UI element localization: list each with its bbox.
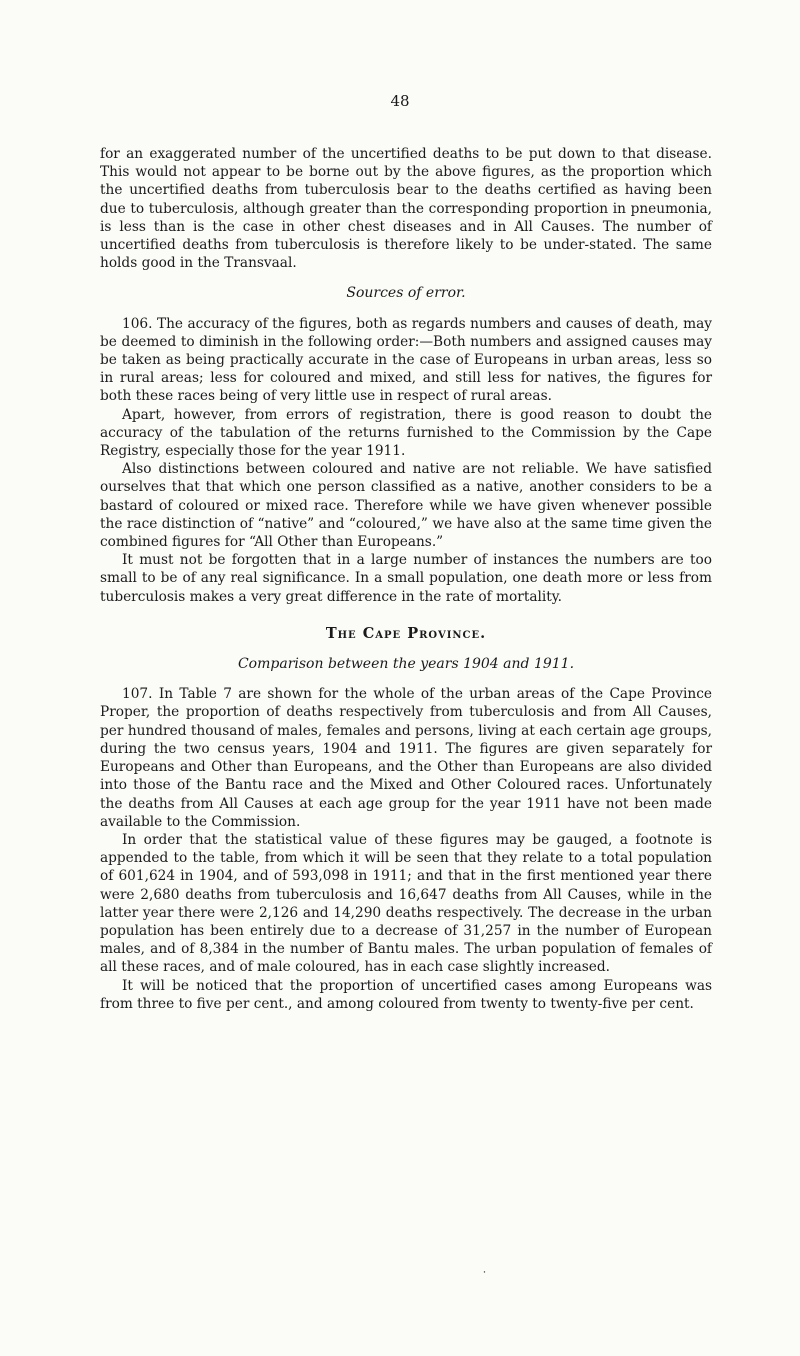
paragraph-continuation: for an exaggerated number of the uncertified deaths to be put down to that disease. This would not appear to be borne out by the above figures, as the proportion which the uncertified deaths from tuberculosis bear to the deaths certified as having been due to tuberculosis, although greater than the corresponding proportion in pneumonia, is less than is the case in other chest diseases and in All Causes. The number of uncertified deaths from tuberculosis is therefore likely to be under-stated. The same holds good in the Transvaal.: [100, 146, 712, 272]
section-heading-cape-province: The Cape Province.: [325, 624, 487, 642]
paragraph-apart: Apart, however, from errors of registration, there is good reason to doubt the accuracy of the tabulation of the returns furnished to the Commission by the Cape Registry, especially those for the year 1911.: [100, 406, 712, 460]
paragraph-also: Also distinctions between coloured and native are not reliable. We have satisfied ourselves that that which one person classified as a native, another considers to be a bastard of coloured or mixed race. Therefore while we have given whenever possible the race distinction of “native” and “coloured,” we have also at the same time given the combined figures for “All Other than Europeans.”: [100, 461, 712, 551]
paragraph-107: 107. In Table 7 are shown for the whole of the urban areas of the Cape Province Proper, the proportion of deaths respectively from tuberculosis and from All Causes, per hundred thousand of males, females and persons, living at each certain age groups, during the two census years, 1904 and 1911. The figures are given separately for Europeans and Other than Europeans, and the Other than Europeans are also divided into those of the Bantu race and the Mixed and Other Coloured races. Unfortunately the deaths from All Causes at each age group for the year 1911 have not been made available to the Commission.: [100, 686, 712, 830]
paragraph-noticed: It will be noticed that the proportion of uncertified cases among Europeans was from three to five per cent., and among coloured from twenty to twenty-five per cent.: [100, 977, 712, 1012]
page-number: 48: [390, 92, 410, 110]
section-heading-sources-of-error: Sources of error.: [346, 285, 466, 302]
paragraph-order: In order that the statistical value of these figures may be gauged, a footnote is appended to the table, from which it will be seen that they relate to a total population of 601,624 in 1904, and of 593,098 in 1911; and that in the first mentioned year there were 2,680 deaths from tuberculosis and 16,647 deaths from All Causes, while in the latter year there were 2,126 and 14,290 deaths respectively. The decrease in the urban population has been entirely due to a decrease of 31,257 in the number of European males, and of 8,384 in the number of Bantu males. The urban population of females of all these races, and of male coloured, has in each case slightly increased.: [100, 831, 712, 976]
body-text: [100, 145, 712, 1013]
paragraph-forgotten: It must not be forgotten that in a large number of instances the numbers are too small to be of any real significance. In a small population, one death more or less from tuberculosis makes a very great difference in the rate of mortality.: [100, 552, 712, 605]
subheading-comparison: Comparison between the years 1904 and 1911.: [237, 656, 575, 673]
paragraph-106: 106. The accuracy of the figures, both as regards numbers and causes of death, may be deemed to diminish in the following order:—Both numbers and assigned causes may be taken as being practically accurate in the case of Europeans in urban areas, less so in rural areas; less for coloured and mixed, and still less for natives, the figures for both these races being of very little use in respect of rural areas.: [100, 315, 712, 405]
stray-ink-mark: ⸳: [483, 1264, 486, 1277]
